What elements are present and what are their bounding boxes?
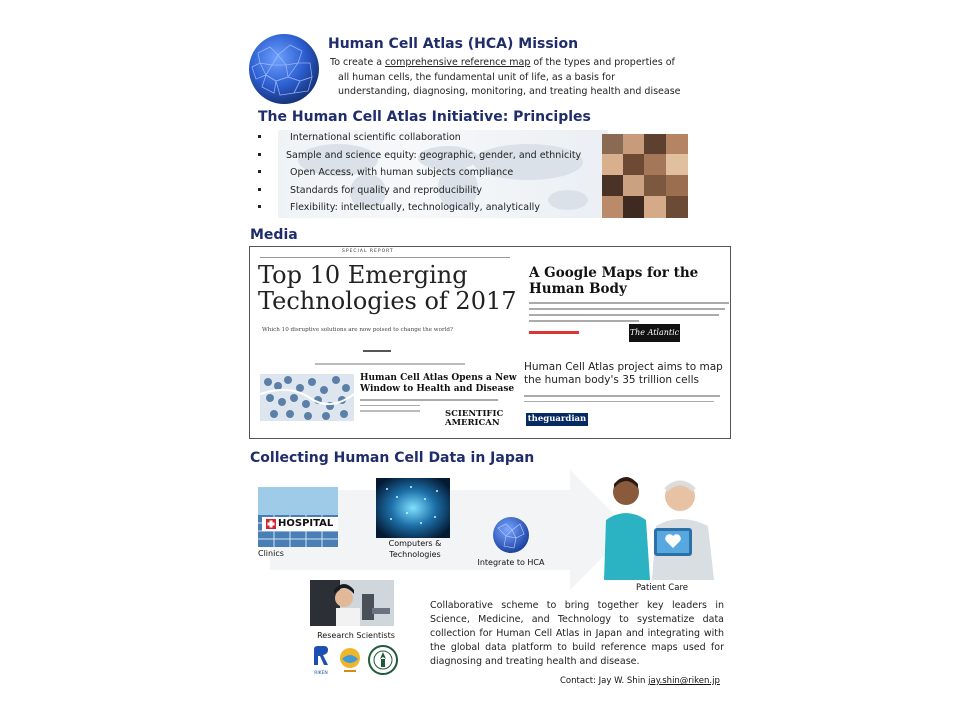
atlantic-body-text	[529, 302, 729, 322]
patient-care-label: Patient Care	[636, 583, 688, 593]
mission-body	[330, 56, 690, 100]
wef-title-line1: Top 10 Emerging	[258, 261, 468, 289]
atlantic-headline-line1: A Google Maps for the	[529, 265, 699, 281]
special-report-rule	[260, 257, 510, 258]
bullet-icon	[258, 205, 261, 208]
description-line: Science, Medicine, and Technology to systematize data	[430, 614, 724, 625]
wef-divider	[363, 350, 391, 352]
mission-line3: understanding, diagnosing, monitoring, and treating health and disease	[338, 86, 681, 97]
principles-list	[258, 129, 598, 217]
description-line: the global data platform to build reference maps used for	[430, 642, 724, 653]
media-panel	[249, 246, 731, 439]
sciam-logo-line1: SCIENTIFIC	[445, 409, 504, 419]
research-scientists-label: Research Scientists	[317, 631, 395, 640]
atlantic-headline-line2: Human Body	[529, 281, 627, 297]
partner-logo-sun	[338, 647, 362, 675]
riken-logo-text: RIKEN	[314, 671, 328, 676]
media-title: Media	[250, 227, 298, 243]
bullet-icon	[258, 153, 261, 156]
guardian-headline-line2: the human body's 35 trillion cells	[524, 374, 699, 386]
partner-logo-seal	[368, 645, 398, 675]
description-line: collection for Human Cell Atlas in Japan and integrating with	[430, 628, 724, 639]
principle-item: Standards for quality and reproducibility	[258, 182, 598, 200]
bullet-icon	[258, 188, 261, 191]
sciam-headline[interactable]	[360, 373, 530, 395]
sciam-logo	[445, 410, 503, 428]
wef-subtitle: Which 10 disruptive solutions are now poised to change the world?	[262, 327, 454, 333]
guardian-body-text	[524, 395, 724, 402]
atlantic-headline[interactable]	[529, 265, 719, 297]
atlantic-logo: The Atlantic	[629, 324, 680, 342]
principle-item: Open Access, with human subjects compliance	[258, 164, 598, 182]
contact-prefix: Contact: Jay W. Shin	[560, 676, 649, 686]
bullet-icon	[258, 170, 261, 173]
faces-collage	[602, 134, 688, 218]
contact-email-link[interactable]: jay.shin@riken.jp	[648, 676, 720, 686]
principle-item: Flexibility: intellectually, technologically, analytically	[258, 199, 598, 217]
wef-title-line2: Technologies of 2017	[258, 287, 517, 315]
computers-label-line2: Technologies	[389, 550, 441, 559]
computers-label-line1: Computers &	[388, 539, 442, 548]
mission-link[interactable]: comprehensive reference map	[385, 57, 531, 68]
contact-line	[560, 676, 720, 686]
computers-label	[380, 538, 450, 560]
description-line: Collaborative scheme to bring together key leaders in	[430, 600, 724, 611]
principle-item: International scientific collaboration	[258, 129, 598, 147]
hospital-image	[258, 487, 338, 547]
principles-title: The Human Cell Atlas Initiative: Principles	[258, 109, 591, 125]
integrate-label: Integrate to HCA	[477, 558, 545, 567]
clinics-label: Clinics	[258, 549, 284, 558]
guardian-logo: theguardian	[527, 414, 587, 424]
riken-logo	[310, 645, 332, 675]
sciam-headline-line1: Human Cell Atlas Opens a New	[360, 373, 517, 383]
hca-globe-logo	[248, 33, 320, 105]
wef-title[interactable]	[258, 262, 518, 314]
sciam-cell-image	[260, 374, 354, 421]
mission-body-post: of the types and properties of	[530, 57, 675, 68]
atlantic-share-bar	[529, 331, 579, 334]
japan-description	[430, 599, 724, 669]
description-line: diagnosing and treating health and disease.	[430, 656, 640, 667]
sciam-logo-line2: AMERICAN	[445, 418, 500, 428]
guardian-headline[interactable]	[524, 361, 724, 387]
japan-title: Collecting Human Cell Data in Japan	[250, 450, 535, 466]
sciam-meta-line	[315, 363, 465, 365]
patient-care-image	[596, 470, 720, 580]
mission-title: Human Cell Atlas (HCA) Mission	[328, 36, 579, 52]
principle-item: Sample and science equity: geographic, gender, and ethnicity	[258, 147, 598, 165]
sciam-headline-line2: Window to Health and Disease	[360, 384, 515, 394]
research-scientist-image	[310, 580, 394, 626]
hca-small-globe	[492, 516, 530, 554]
special-report-label: SPECIAL REPORT	[342, 249, 394, 254]
bullet-icon	[258, 135, 261, 138]
guardian-headline-line1: Human Cell Atlas project aims to map	[524, 361, 723, 373]
mission-line2: all human cells, the fundamental unit of life, as a basis for	[338, 71, 616, 83]
hospital-sign-text: HOSPITAL	[278, 518, 334, 529]
computers-image	[376, 478, 450, 538]
mission-body-pre: To create a	[330, 57, 386, 68]
